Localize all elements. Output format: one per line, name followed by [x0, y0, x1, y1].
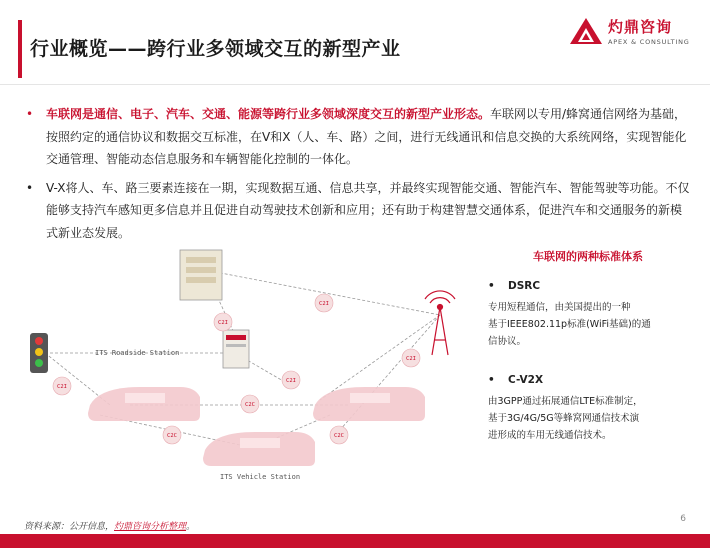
badge-c2i [53, 377, 71, 395]
page-title: 行业概览——跨行业多领域交互的新型产业 [30, 38, 401, 60]
logo-sub-text: APEX & CONSULTING [608, 38, 690, 46]
bullet-dot: • [26, 107, 34, 121]
badge-c2i [282, 371, 300, 389]
svg-text:C2I: C2I [218, 320, 228, 326]
source-prefix: 资料来源：公开信息， [24, 522, 115, 532]
vehicle-car-right [313, 387, 425, 421]
standard-desc-line: 进形成的车用无线通信技术。 [488, 430, 612, 441]
standard-item-dsrc [488, 278, 688, 350]
bullet-list [22, 103, 690, 250]
page-number: 6 [680, 514, 686, 524]
v2x-diagram [10, 245, 480, 495]
badge-c2c [241, 395, 259, 413]
title-accent-bar [18, 20, 22, 78]
vehicle-car-bottom [203, 432, 315, 466]
source-suffix: 。 [186, 522, 196, 532]
standard-desc-line: 信协议。 [488, 336, 527, 347]
bullet-item-1 [22, 103, 690, 171]
svg-text:C2C: C2C [245, 402, 255, 408]
badge-c2c [163, 426, 181, 444]
source-link[interactable]: 灼鼎咨询分析整理 [114, 522, 187, 532]
header-divider [0, 84, 710, 85]
source-note [24, 519, 195, 532]
standard-desc-line: 基于3G/4G/5G等蜂窝网通信技术演 [488, 413, 640, 424]
svg-text:C2I: C2I [406, 356, 416, 362]
footer-bar [0, 534, 710, 548]
logo-triangle-icon [568, 16, 604, 46]
standard-name: DSRC [508, 280, 541, 292]
standard-desc-line: 由3GPP通过拓展通信LTE标准制定， [488, 396, 643, 407]
bullet-highlight: 车联网是通信、电子、汽车、交通、能源等跨行业多领域深度交互的新型产业形态。 [46, 107, 491, 121]
server-icon [180, 250, 222, 300]
vehicle-station-label: ITS Vehicle Station [220, 473, 301, 481]
bullet-item-2 [22, 177, 690, 245]
vehicle-car-left [88, 387, 200, 421]
bullet-dot: • [488, 374, 495, 386]
bullet-dot: • [488, 280, 495, 292]
standard-desc-line: 基于IEEE802.11p标准(WiFi基础)的通 [488, 319, 651, 330]
badge-c2i [315, 294, 333, 312]
standard-desc-line: 专用短程通信，由美国提出的一种 [488, 302, 631, 313]
badge-c2c [330, 426, 348, 444]
standard-name: C-V2X [508, 374, 544, 386]
svg-text:C2C: C2C [167, 433, 177, 439]
header-bar [0, 0, 710, 84]
standards-title: 车联网的两种标准体系 [533, 250, 643, 263]
standard-item-cv2x [488, 372, 688, 444]
logo-brand-text: 灼鼎咨询 [608, 18, 673, 36]
svg-text:C2C: C2C [334, 433, 344, 439]
bullet-dot: • [26, 180, 34, 195]
svg-text:C2I: C2I [286, 378, 296, 384]
roadside-station-label: ITS Roadside Station [95, 349, 180, 357]
traffic-light-icon [30, 333, 48, 373]
standards-panel [488, 248, 688, 444]
bullet-text: 车联网以专用/蜂窝通信网络为基础，按照约定的通信协议和数据交互标准，在V和X（人、车、路）之间，进行无线通讯和信息交换的大系统网络，实现智能化交通管理、智能动态信息服务和车辆智能化控制的一体化。 [46, 107, 687, 166]
company-logo [568, 16, 698, 46]
svg-text:C2I: C2I [57, 384, 67, 390]
bullet-text: V-X将人、车、路三要素连接在一期，实现数据互通、信息共享，并最终实现智能交通、智能汽车、智能驾驶等功能。不仅能够支持汽车感知更多信息并且促进自动驾驶技术创新和应用；还有助于构建智慧交通体系，促进汽车和交通服务的新模式新业态发展。 [46, 180, 690, 240]
roadside-unit-icon [223, 330, 249, 368]
antenna-tower-icon [425, 291, 455, 355]
badge-c2i [214, 313, 232, 331]
svg-text:C2I: C2I [319, 301, 329, 307]
badge-c2i [402, 349, 420, 367]
